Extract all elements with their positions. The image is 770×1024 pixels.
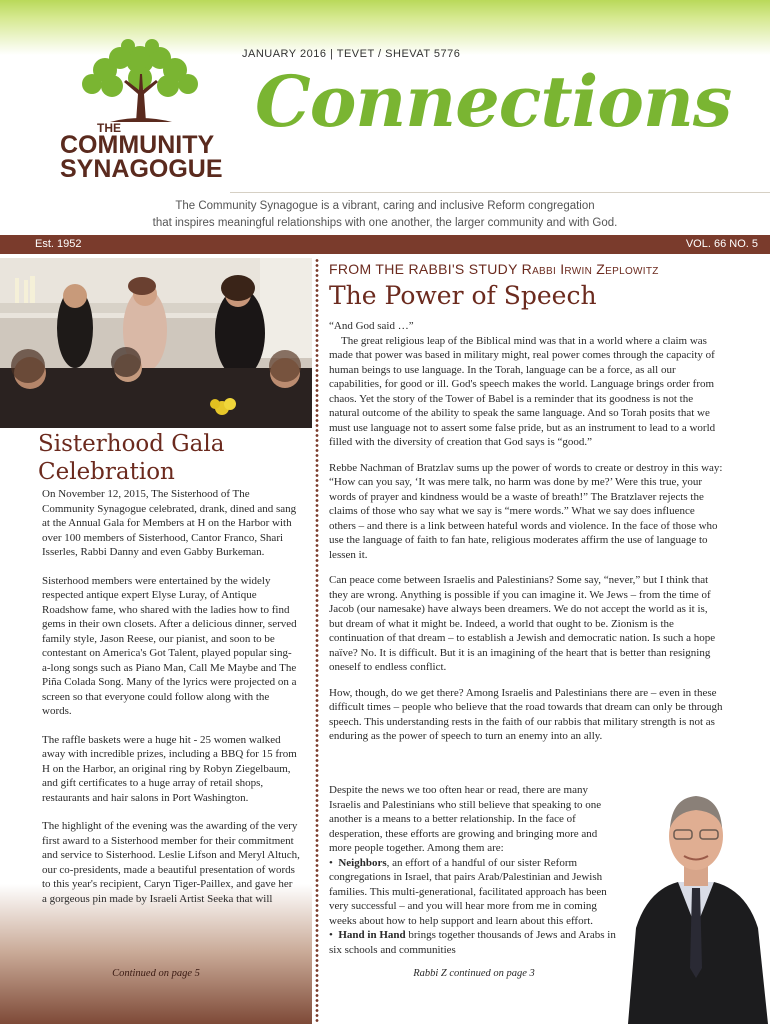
bullet-neighbors-name: Neighbors: [338, 856, 387, 869]
bullet-neighbors-text: , an effort of a handful of our sister Reform congregations in Israel, that pairs Arab/Palestinian and Jewish families. This multi-generational, facilitated approach has been very successful – and you will hear more from me in coming weeks about how to help support and learn about this effort.: [329, 856, 607, 927]
gala-paragraph-2: Sisterhood members were entertained by the widely respected antique expert Elyse Luray, of Antique Roadshow fame, who shared with the ladies how to find gems in their own closets. After a delicious dinner, served family style, Jason Reese, our pianist, and soon to be contestant on America's Got Talent, played popular sing-a-long songs such as Piano Man, Call Me Maybe and The Piña Colada Song. Many of the lyrics were projected on a screen so that everyone could follow along with the words.: [42, 574, 297, 717]
tree-logo-icon: [50, 38, 230, 128]
gala-continued-link[interactable]: Continued on page 5: [112, 968, 200, 979]
gala-headline: [38, 430, 298, 486]
rabbi-article: [329, 319, 724, 755]
gala-article: [42, 487, 300, 920]
tagline-line-2: that inspires meaningful relationships with one another, the larger community and with God.: [152, 217, 618, 229]
bullet-hand-in-hand-name: Hand in Hand: [338, 929, 406, 941]
gala-paragraph-1: On November 12, 2015, The Sisterhood of The Community Synagogue celebrated, drank, dined and sang at the Annual Gala for Members at H on the Harbor with over 100 members of Sisterhood, Cantor Franco, Shari Isserles, Rabbi Danny and even Gabby Burkeman.: [42, 488, 297, 558]
established-year: Est. 1952: [35, 238, 82, 250]
info-band: [0, 235, 770, 254]
issue-date: JANUARY 2016 | TEVET / SHEVAT 5776: [242, 48, 461, 60]
rabbi-paragraph-4: How, though, do we get there? Among Israelis and Palestinians there are – even in these difficult times – people who believe that the road towards that dream can only be through speech. This understanding rests in the faith of our rabbis that military strength is not as enduring as the power of speech to turn an enemy into an ally.: [329, 686, 723, 742]
bullet-hand-in-hand-text: brings together thousands of Jews and Arabs in six schools and communities: [329, 929, 616, 956]
gala-photo: [0, 258, 312, 428]
rabbi-article-title: The Power of Speech: [329, 281, 597, 310]
masthead: [0, 0, 770, 235]
rabbi-continued-link[interactable]: Rabbi Z continued on page 3: [413, 968, 535, 979]
dotted-column-divider: [315, 258, 319, 1024]
rabbi-article-narrow: [329, 783, 619, 957]
bullet-neighbors: • Neighbors, an effort of a handful of our sister Reform congregations in Israel, that pairs Arab/Palestinian and Jewish families. This multi-generational, facilitated approach has been very successful – and you will hear more from me in coming weeks about how to help support and learn about this effort.: [329, 856, 607, 927]
section-label: FROM THE RABBI'S STUDY: [329, 261, 518, 277]
rabbi-portrait: [618, 778, 770, 1024]
rabbi-section-header: [329, 261, 659, 277]
mission-tagline: [0, 198, 770, 232]
gala-paragraph-4: The highlight of the evening was the awarding of the very first award to a Sisterhood member for their commitment and service to Sisterhood. Leslie Lifson and Meryl Altuch, our co-presidents, made a beautiful presentation of words to this year's recipient, Caryn Tiger-Paillex, and gave her a gorgeous pin made by Israeli Artist Seeka that will: [42, 820, 300, 905]
rabbi-paragraph-2: Rebbe Nachman of Bratzlav sums up the power of words to create or destroy in this way: “How can you say, ‘It was mere talk, no harm was done by me?’ Were this true, your words of prayer and kindness would be a waste of breath!” The Bratzlaver rejects the claims of those who say what we say is “mere words.” What we say does influence others – and there is a link between hateful words and violence. In the face of those who use the language of faith to fan hate, religious moderates affirm the use of language to lessen it.: [329, 461, 723, 561]
tagline-line-1: The Community Synagogue is a vibrant, caring and inclusive Reform congregation: [175, 200, 595, 212]
bullet-hand-in-hand: • Hand in Hand brings together thousands of Jews and Arabs in six schools and communities: [329, 929, 616, 956]
header-divider: [230, 192, 770, 193]
byline: Rabbi Irwin Zeplowitz: [521, 261, 659, 277]
gala-headline-line-1: Sisterhood Gala: [38, 431, 225, 457]
article-opening-quote: “And God said …”: [329, 320, 414, 332]
volume-number: VOL. 66 NO. 5: [685, 238, 758, 250]
logo-the: THE: [97, 121, 121, 135]
logo-line-synagogue: SYNAGOGUE: [60, 155, 223, 183]
rabbi-paragraph-1: The great religious leap of the Biblical mind was that in a world where a claim was made that power was based in military might, real power comes through the capacity of human beings to use language. In the Torah, language can be a force, as all our capabilities, for good or ill. God's speech makes the world. Language brings order from chaos. Yet the story of the Tower of Babel is a reminder that its goodness is not the natural outcome of the ability to speak the same language. And so Torah posits that we must use language not to assert some false pride, but as an instrument to lead to a world filled with the diversity of creation that God says is “good.”: [329, 334, 716, 448]
logo-wordmark: [60, 133, 223, 181]
gala-paragraph-3: The raffle baskets were a huge hit - 25 women walked away with incredible prizes, including a BBQ for 15 from H on the Harbor, an original ring by Robyn Ziegelbaum, and gift certificates to a huge array of retail shops, restaurants and hair salons in Port Washington.: [42, 733, 297, 804]
rabbi-paragraph-5: Despite the news we too often hear or read, there are many Israelis and Palestinians who still believe that speaking to one another is a means to a better relationship. In the face of desperation, these efforts are growing and bringing more and more people together. Among them are:: [329, 784, 602, 854]
rabbi-paragraph-3: Can peace come between Israelis and Palestinians? Some say, “never,” but I think that they are wrong. Anything is possible if you can imagine it. We Jews – from the time of Jacob (our namesake) have always been dreamers. We do not accept the world as it is, but dream of what it might be. Indeed, a world that ought to be. Zionism is the continuation of that dream – to establish a Jewish and democratic nation. Is such a hope naïve? No. It is difficult. But it is an imagining of the heart that is better than resigning oneself to endless conflict.: [329, 574, 716, 673]
logo-line-community: COMMUNITY: [60, 131, 215, 159]
gala-headline-line-2: Celebration: [38, 459, 175, 485]
newsletter-title: Connections: [255, 60, 732, 143]
gala-photo-image: [0, 258, 312, 428]
